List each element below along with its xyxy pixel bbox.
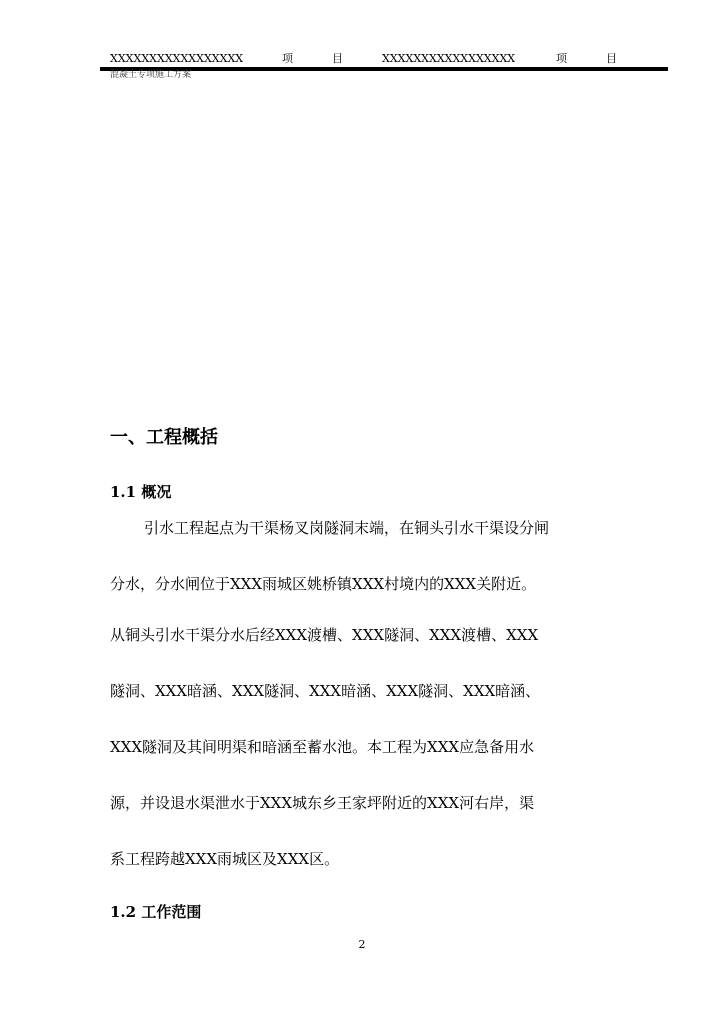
subsection-title-overview: 1.1 概况: [110, 483, 172, 501]
header-left-code: XXXXXXXXXXXXXXXXX: [110, 52, 244, 65]
section-title: 一、工程概括: [110, 427, 218, 448]
header-right-code: XXXXXXXXXXXXXXXXX: [382, 52, 516, 65]
paragraph-line: 源，并设退水渠泄水于XXX城东乡王家坪附近的XXX河右岸，渠: [110, 794, 535, 812]
paragraph-line: 系工程跨越XXX雨城区及XXX区。: [110, 850, 340, 868]
header-left-word-2: 目: [332, 52, 343, 65]
header-right-word-1: 项: [556, 52, 567, 65]
header-left-word-1: 项: [282, 52, 293, 65]
header-right-word-2: 目: [606, 52, 617, 65]
subsection-title-scope: 1.2 工作范围: [110, 903, 202, 921]
page-number: 2: [358, 938, 366, 951]
header-subtitle: 混凝土专项施工方案: [110, 70, 192, 80]
paragraph-line: 隧洞、XXX暗涵、XXX隧洞、XXX暗涵、XXX隧洞、XXX暗涵、: [110, 682, 541, 700]
page-header: [110, 52, 670, 66]
paragraph-line: 分水，分水闸位于XXX雨城区姚桥镇XXX村境内的XXX关附近。: [110, 575, 537, 593]
paragraph-line: 引水工程起点为干渠杨叉岗隧洞末端，在铜头引水干渠设分闸: [144, 519, 550, 537]
paragraph-line: XXX隧洞及其间明渠和暗涵至蓄水池。本工程为XXX应急备用水: [110, 738, 535, 756]
paragraph-line: 从铜头引水干渠分水后经XXX渡槽、XXX隧洞、XXX渡槽、XXX: [110, 626, 539, 644]
